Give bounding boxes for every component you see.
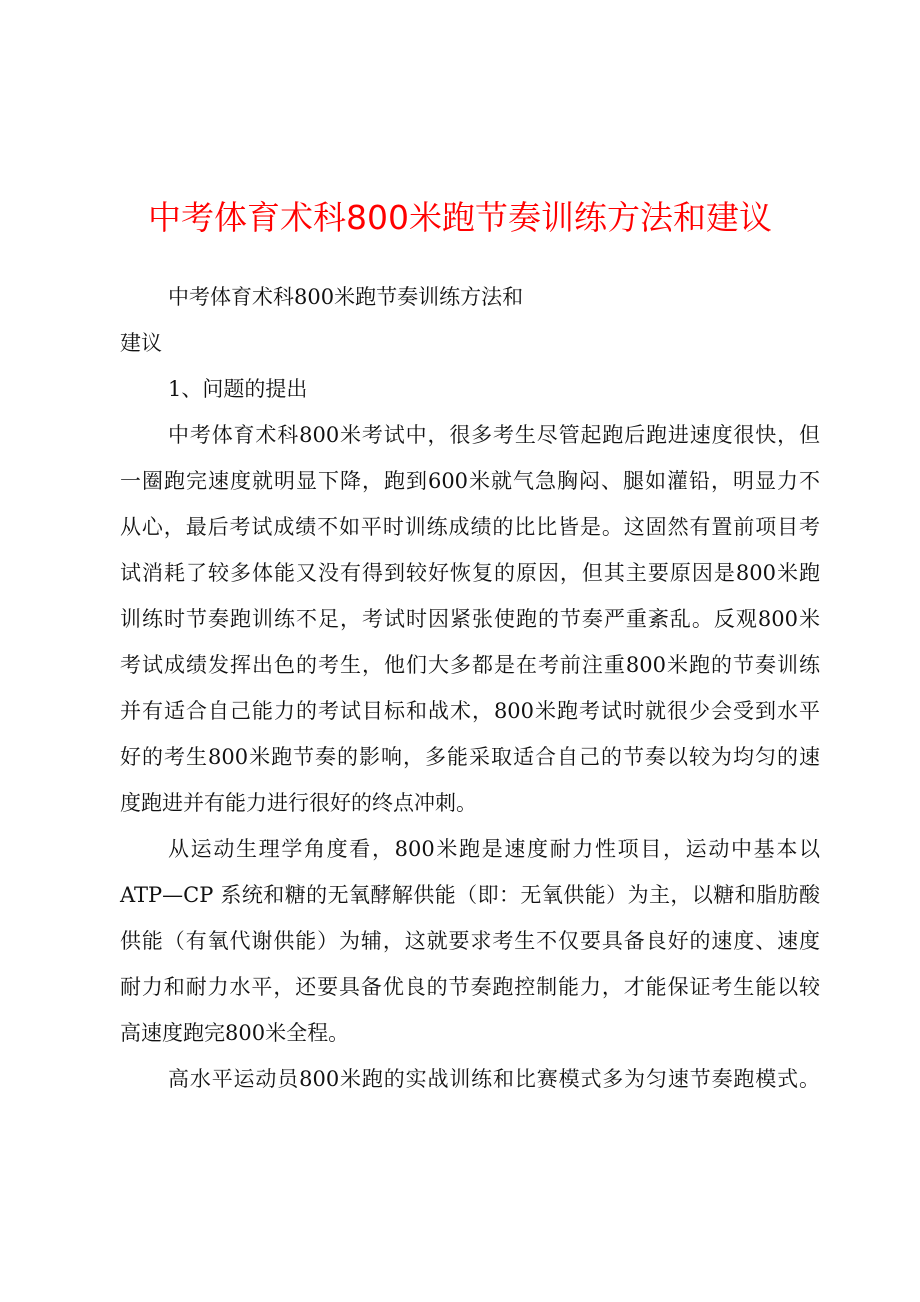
paragraph-line: 试消耗了较多体能又没有得到较好恢复的原因，但其主要原因是800米跑 [120,561,820,585]
paragraph-1 [120,412,820,826]
paragraph-2 [120,826,820,1056]
paragraph-line: 耐力和耐力水平，还要具备优良的节奏跑控制能力，才能保证考生能以较 [120,975,820,999]
paragraph-line: 中考体育术科800米考试中，很多考生尽管起跑后跑进速度很快，但 [168,423,820,447]
paragraph-line: 好的考生800米跑节奏的影响，多能采取适合自己的节奏以较为均匀的速 [120,745,820,769]
document-title: 中考体育术科800米跑节奏训练方法和建议 [148,198,772,237]
paragraph-line: 考试成绩发挥出色的考生，他们大多都是在考前注重800米跑的节奏训练 [120,653,820,677]
paragraph-line: 一圈跑完速度就明显下降，跑到600米就气急胸闷、腿如灌铅，明显力不 [120,469,820,493]
paragraph-line: 并有适合自己能力的考试目标和战术，800米跑考试时就很少会受到水平 [120,699,820,723]
paragraph-line: 度跑进并有能力进行很好的终点冲刺。 [120,791,477,815]
subtitle-line-1: 中考体育术科800米跑节奏训练方法和 [168,285,524,309]
paragraph-line: 供能（有氧代谢供能）为辅，这就要求考生不仅要具备良好的速度、速度 [120,929,820,953]
section-heading: 1、问题的提出 [168,377,308,401]
subtitle-line-2: 建议 [120,331,162,355]
paragraph-line: 从心，最后考试成绩不如平时训练成绩的比比皆是。这固然有置前项目考 [120,515,820,539]
paragraph-line: 高速度跑完800米全程。 [120,1021,350,1045]
document-body [120,274,820,1102]
paragraph-line: 从运动生理学角度看，800米跑是速度耐力性项目，运动中基本以 [168,837,820,861]
paragraph-line: 高水平运动员800米跑的实战训练和比赛模式多为匀速节奏跑模式。 [168,1067,820,1091]
paragraph-3 [120,1056,820,1102]
paragraph-line: ATP—CP 系统和糖的无氧酵解供能（即：无氧供能）为主，以糖和脂肪酸 [120,883,820,907]
paragraph-line: 训练时节奏跑训练不足，考试时因紧张使跑的节奏严重紊乱。反观800米 [120,607,820,631]
